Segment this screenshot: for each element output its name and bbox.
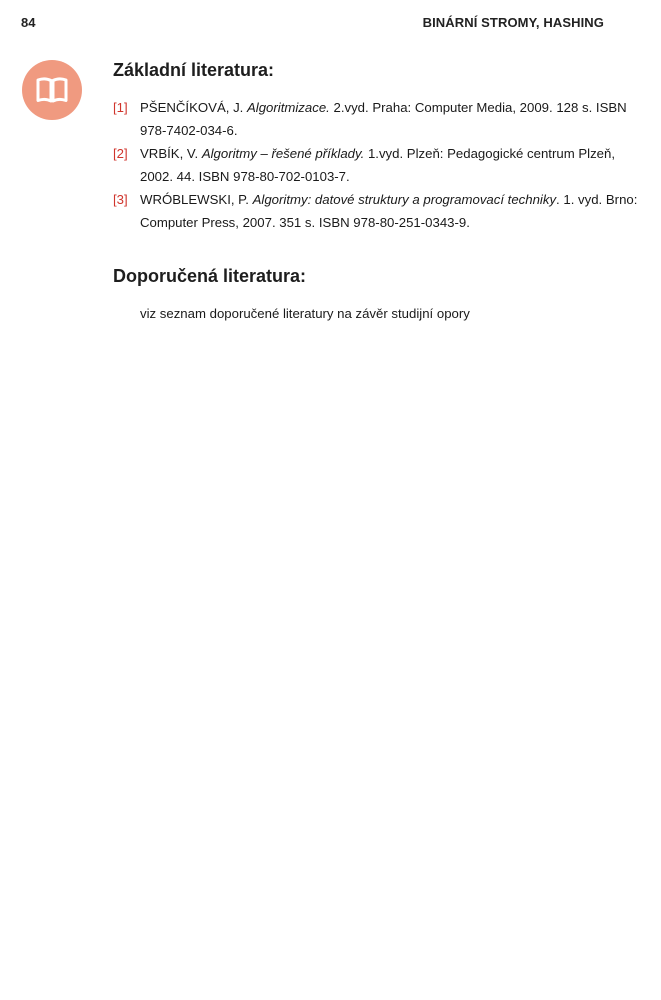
literature-content: [113, 58, 643, 325]
reference-details: . 1. vyd. Brno: Computer Press, 2007. 351 s. ISBN 978-80-251-0343-9.: [140, 192, 638, 230]
reference-details: 1.vyd. Plzeň: Pedagogické centrum Plzeň, 2002. 44. ISBN 978-80-702-0103-7.: [140, 146, 615, 184]
reference-item-1: [113, 96, 643, 142]
reference-author: WRÓBLEWSKI, P.: [140, 192, 253, 207]
reference-title: Algoritmy: datové struktury a programovací techniky: [252, 192, 557, 207]
reference-number: [1]: [113, 100, 128, 115]
reference-number: [3]: [113, 192, 128, 207]
reference-text: [140, 142, 643, 188]
reference-author: VRBÍK, V.: [140, 146, 202, 161]
reference-author: PŠENČÍKOVÁ, J.: [140, 100, 247, 115]
reference-item-3: [113, 188, 643, 234]
reference-item-2: [113, 142, 643, 188]
reference-text: [140, 188, 643, 234]
recommended-literature-section: [113, 264, 643, 325]
page-number: 84: [21, 15, 36, 30]
recommended-literature-text: viz seznam doporučené literatury na závěr studijní opory: [140, 306, 470, 321]
open-book-icon: [36, 77, 68, 103]
chapter-running-header: BINÁRNÍ STROMY, HASHING: [422, 15, 604, 30]
basic-literature-heading: Základní literatura:: [113, 60, 275, 80]
reference-list: [113, 96, 643, 234]
recommended-literature-heading: Doporučená literatura:: [113, 266, 307, 286]
reference-number: [2]: [113, 146, 128, 161]
reference-details: 2.vyd. Praha: Computer Media, 2009. 128 s. ISBN 978-7402-034-6.: [140, 100, 627, 138]
reference-text: [140, 96, 643, 142]
reference-title: Algoritmy – řešené příklady.: [201, 146, 365, 161]
reference-title: Algoritmizace.: [247, 100, 330, 115]
literature-badge: [22, 60, 82, 120]
